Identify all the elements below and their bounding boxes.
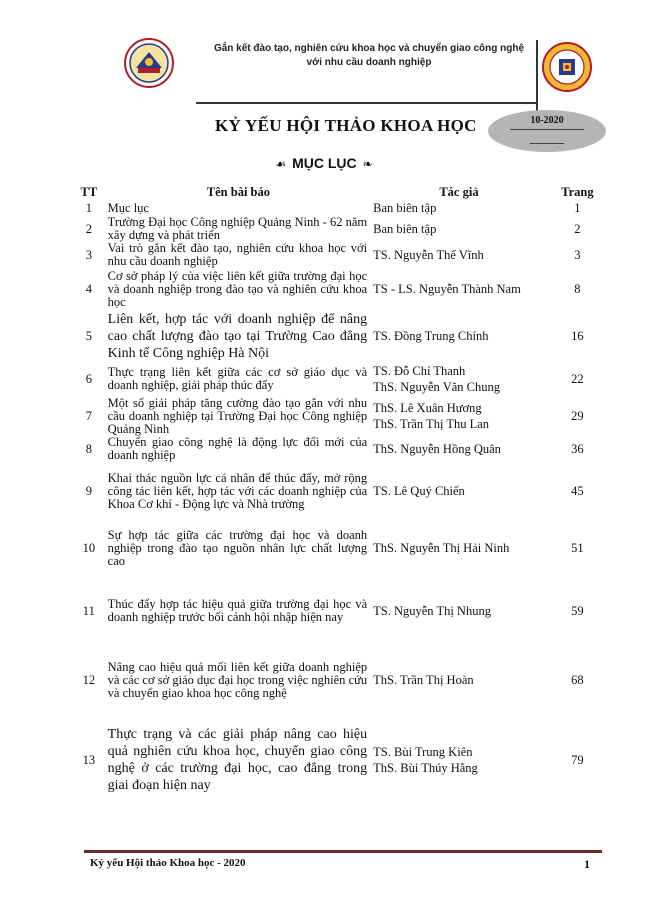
- toc-author: TS. Đỗ Chí Thanh: [373, 364, 466, 378]
- toc-row-page: 59: [571, 603, 584, 618]
- toc-body: [74, 200, 610, 806]
- issue-badge-label: 10-2020: [530, 115, 564, 126]
- toc-row-title: Thúc đẩy hợp tác hiệu quả giữa trường đại học và doanh nghiệp trước bối cảnh hội nhập hiện nay: [107, 597, 368, 624]
- toc-author: ThS. Nguyễn Hồng Quân: [373, 442, 501, 456]
- toc-heading-text: MỤC LỤC: [292, 155, 357, 171]
- toc-row-page: 68: [571, 672, 584, 687]
- toc-row-page: 51: [571, 540, 584, 555]
- toc-heading: [0, 155, 648, 171]
- toc-row-page: 16: [571, 328, 584, 343]
- toc-row-title: Vai trò gắn kết đào tạo, nghiên cứu khoa học với nhu cầu doanh nghiệp: [107, 241, 368, 268]
- header-divider-horizontal: [196, 102, 538, 104]
- toc-row-number: 13: [82, 752, 96, 767]
- toc-row: [74, 436, 610, 462]
- toc-row-page: 1: [574, 200, 581, 215]
- toc-row-authors: [373, 362, 545, 396]
- toc-row-page: 3: [574, 247, 581, 262]
- issue-badge: [488, 110, 606, 152]
- toc-row-number: 6: [85, 371, 92, 386]
- toc-row: [74, 520, 610, 576]
- toc-row: [74, 576, 610, 646]
- toc-row-authors: [373, 646, 545, 714]
- conference-logo-icon: [542, 42, 592, 92]
- toc-row: [74, 396, 610, 436]
- toc-row-number: 4: [85, 281, 92, 296]
- toc-author: ThS. Bùi Thúy Hằng: [373, 761, 478, 775]
- toc-row-authors: [373, 200, 545, 216]
- toc-table: [74, 184, 610, 806]
- footer-divider: [84, 850, 602, 853]
- toc-author: TS. Nguyễn Thế Vĩnh: [373, 248, 484, 262]
- main-title: KỶ YẾU HỘI THẢO KHOA HỌC: [215, 116, 477, 135]
- toc-row: [74, 216, 610, 242]
- toc-row: [74, 200, 610, 216]
- toc-row: [74, 646, 610, 714]
- badge-rule-top: [510, 129, 584, 130]
- toc-row-title: Trường Đại học Công nghiệp Quảng Ninh - 62 năm xây dựng và phát triển: [107, 215, 368, 242]
- toc-author: TS. Đồng Trung Chính: [373, 329, 489, 343]
- col-header-page: Trang: [561, 185, 594, 199]
- toc-row-number: 3: [85, 247, 92, 262]
- toc-row-page: 22: [571, 371, 584, 386]
- toc-author: ThS. Nguyễn Thị Hải Ninh: [373, 541, 510, 555]
- toc-row-number: 12: [82, 672, 96, 687]
- toc-row-number: 7: [85, 408, 92, 423]
- toc-row-title: Thực trạng và các giải pháp nâng cao hiệu quả nghiên cứu khoa học, chuyển giao công nghệ ở các trường đại học, cao đẳng trong giai đoạn hiện nay: [107, 727, 368, 793]
- toc-author: ThS. Lê Xuân Hương: [373, 401, 482, 415]
- toc-row-title: Sự hợp tác giữa các trường đại học và doanh nghiệp trong đào tạo nguồn nhân lực chất lượng cao: [107, 527, 368, 568]
- col-header-author: Tác giả: [439, 185, 479, 199]
- ornament-right-icon: ❧: [362, 157, 373, 171]
- ornament-left-icon: ☙: [275, 157, 287, 171]
- toc-row-number: 10: [82, 540, 96, 555]
- toc-header-row: [74, 184, 610, 200]
- toc-row-title: Thực trạng liên kết giữa các cơ sở giáo dục và doanh nghiệp, giải pháp thúc đẩy: [107, 365, 368, 392]
- toc-row-page: 29: [571, 408, 584, 423]
- toc-author: TS. Bùi Trung Kiên: [373, 745, 473, 759]
- toc-author: ThS. Trần Thị Thu Lan: [373, 417, 490, 431]
- toc-row-authors: [373, 436, 545, 462]
- footer-label: Kỷ yếu Hội thảo Khoa học - 2020: [90, 857, 246, 869]
- toc-row-title: Một số giải pháp tăng cường đào tạo gắn với nhu cầu doanh nghiệp tại Trường Đại học Công nghiệp Quảng Ninh: [107, 395, 368, 436]
- toc-author: TS. Nguyễn Thị Nhung: [373, 604, 491, 618]
- toc-row: [74, 310, 610, 362]
- toc-row-number: 5: [85, 328, 92, 343]
- toc-row-page: 2: [574, 221, 581, 236]
- university-logo-icon: [124, 38, 174, 88]
- toc-row-number: 9: [85, 483, 92, 498]
- toc-row-authors: [373, 462, 545, 520]
- toc-author: TS - LS. Nguyễn Thành Nam: [373, 282, 521, 296]
- toc-row-authors: [373, 520, 545, 576]
- toc-row-authors: [373, 242, 545, 268]
- toc-author: ThS. Nguyễn Văn Chung: [373, 380, 500, 394]
- tagline-line-1: Gắn kết đào tạo, nghiên cứu khoa học và chuyển giao công nghệ: [213, 43, 525, 54]
- toc-row-title: Liên kết, hợp tác với doanh nghiệp để nâng cao chất lượng đào tạo tại Trường Cao đẳng Kinh tế Công nghiệp Hà Nội: [107, 311, 368, 361]
- col-header-title: Tên bài báo: [206, 185, 270, 199]
- toc-row-title: Khai thác nguồn lực cá nhân để thúc đẩy, mở rộng công tác liên kết, hợp tác với các doanh nghiệp của Khoa Cơ khí - Động lực và Nhà trường: [107, 470, 368, 511]
- toc-row: [74, 242, 610, 268]
- toc-row: [74, 268, 610, 310]
- header-tagline: [200, 42, 538, 70]
- toc-row-authors: [373, 268, 545, 310]
- toc-row-number: 11: [82, 603, 95, 618]
- toc-row-authors: [373, 714, 545, 806]
- toc-row-title: Nâng cao hiệu quả mối liên kết giữa doanh nghiệp và các cơ sở giáo dục đại học trong việc nghiên cứu và chuyển giao khoa học công nghệ: [107, 659, 368, 700]
- toc-row-authors: [373, 216, 545, 242]
- toc-row-title: Chuyển giao công nghệ là động lực đổi mới của doanh nghiệp: [107, 435, 368, 462]
- toc-row-page: 79: [571, 752, 584, 767]
- toc-row-page: 8: [574, 281, 581, 296]
- toc-author: Ban biên tập: [373, 222, 437, 236]
- toc-row-number: 1: [85, 200, 92, 215]
- toc-row-number: 8: [85, 441, 92, 456]
- toc-row: [74, 462, 610, 520]
- toc-row: [74, 362, 610, 396]
- tagline-line-2: với nhu cầu doanh nghiệp: [306, 57, 432, 68]
- toc-row-authors: [373, 576, 545, 646]
- toc-row-page: 45: [571, 483, 584, 498]
- badge-rule-bottom: [530, 143, 564, 144]
- toc-author: TS. Lê Quý Chiến: [373, 484, 465, 498]
- toc-row-title: Mục lục: [107, 200, 149, 215]
- toc-row-authors: [373, 310, 545, 362]
- col-header-tt: TT: [80, 185, 98, 199]
- toc-author: Ban biên tập: [373, 201, 437, 215]
- toc-row-number: 2: [85, 221, 92, 236]
- page-number: 1: [584, 857, 590, 871]
- toc-row-title: Cơ sở pháp lý của việc liên kết giữa trường đại học và doanh nghiệp trong đào tạo và nghiên cứu khoa học: [107, 268, 368, 309]
- toc-author: ThS. Trần Thị Hoàn: [373, 673, 474, 687]
- toc-row-page: 36: [571, 441, 584, 456]
- toc-row-authors: [373, 396, 545, 436]
- toc-row: [74, 714, 610, 806]
